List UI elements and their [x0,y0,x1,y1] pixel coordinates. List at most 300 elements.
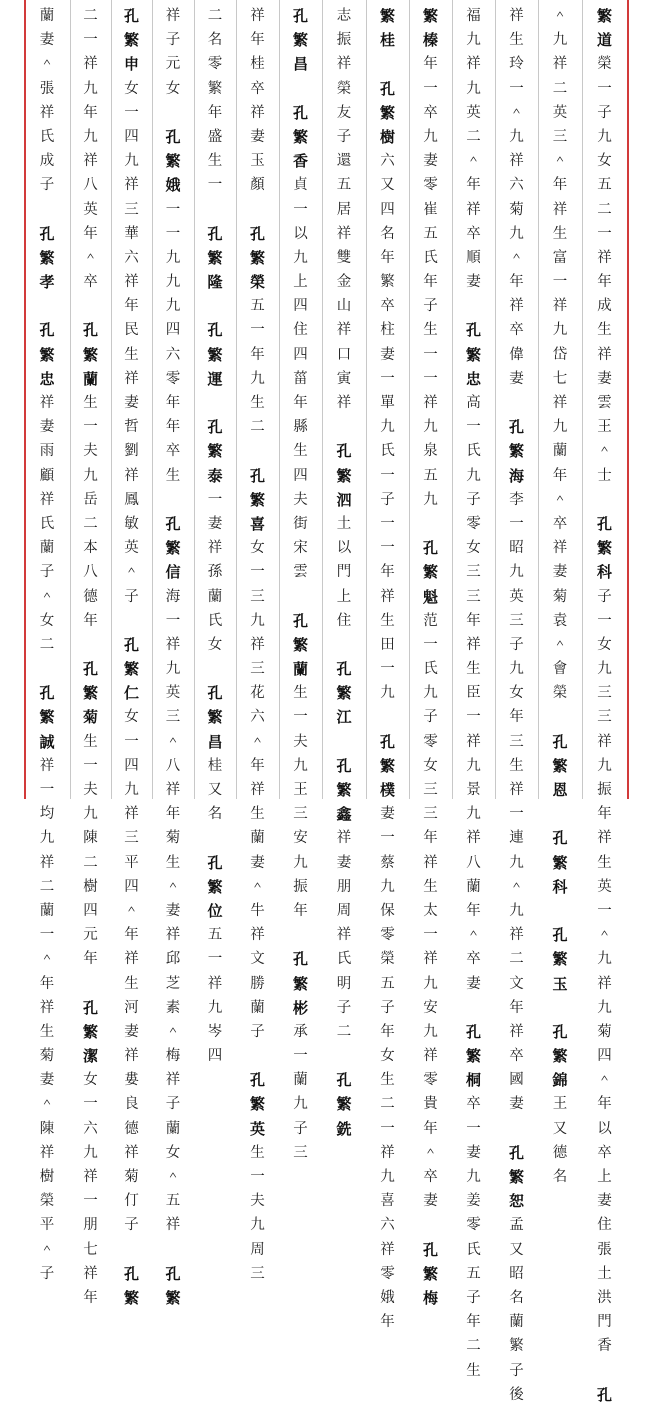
glyph: 年 [466,177,481,194]
glyph: 祥 [207,540,223,557]
glyph: 孔 [336,756,352,775]
glyph: 零 [165,370,181,387]
glyph: 祥 [165,8,181,24]
glyph: 生 [423,322,438,339]
glyph: 子 [597,104,612,121]
glyph: 彬 [292,998,308,1017]
glyph: 九 [509,902,524,919]
glyph: 繁 [207,442,223,461]
glyph: 子 [39,177,55,194]
record-column [236,4,279,1286]
glyph: 二 [39,878,55,895]
glyph: 生 [380,1072,395,1089]
glyph-gap [462,294,486,318]
glyph: 女 [380,1048,395,1065]
glyph-gap [203,391,227,415]
glyph: 恩 [552,781,568,799]
glyph: ＾ [165,733,181,750]
glyph: 一 [250,1169,265,1185]
glyph: 祥 [509,1023,524,1040]
glyph: 年 [423,830,438,847]
glyph: 安 [293,830,308,847]
glyph: 祥 [597,346,612,363]
glyph: 妻 [509,370,524,387]
glyph: 零 [466,1217,481,1234]
glyph: 生 [250,395,265,411]
glyph: 玉 [552,974,568,993]
glyph: 妻 [250,128,265,145]
glyph: 一 [423,346,438,363]
glyph: 崔 [423,201,438,218]
glyph: 二 [336,1023,352,1040]
glyph: 繁 [39,345,55,364]
glyph: 一 [466,419,481,436]
glyph: ＾ [39,1096,55,1113]
glyph-gap [289,923,313,947]
glyph: 九 [165,661,181,678]
glyph: 孔 [123,1264,139,1283]
glyph: 孔 [82,998,98,1017]
glyph: 祥 [165,636,181,653]
glyph: 年 [380,564,395,581]
glyph: 孝 [39,273,55,292]
glyph: ＾ [39,588,55,605]
glyph: 昭 [509,540,524,557]
glyph: 年 [207,104,223,121]
glyph: 住 [293,322,308,339]
glyph: 隆 [207,273,223,292]
glyph: 年 [83,104,98,121]
glyph: 祥 [39,491,55,508]
glyph: 邱 [165,951,181,968]
glyph: 卒 [597,1144,612,1161]
glyph: 零 [207,56,223,73]
glyph: 祥 [336,830,352,847]
glyph: 海 [165,588,181,605]
glyph: 繁 [596,539,612,558]
glyph: 柱 [380,322,395,339]
glyph: 菑 [293,370,308,387]
glyph: 又 [380,177,395,194]
glyph: 誠 [39,732,55,751]
glyph: 上 [597,1169,612,1185]
glyph: 年 [423,56,438,73]
glyph: 三 [552,128,568,145]
glyph: 繁 [552,950,568,969]
glyph: 九 [466,757,481,774]
glyph: 二 [466,1338,481,1355]
glyph: 女 [124,80,139,97]
glyph: 泗 [336,490,352,509]
glyph-gap [246,439,270,463]
glyph: 明 [336,975,352,992]
glyph: 孔 [422,1240,438,1259]
glyph: 婁 [124,1072,139,1089]
glyph-gap [203,826,227,850]
record-column [152,4,194,1310]
glyph: ＾ [39,56,55,73]
glyph: 孔 [422,539,438,558]
column-text [462,4,486,1383]
glyph: 孔 [465,1022,481,1041]
glyph: 生 [509,32,524,49]
column-text [332,4,356,1141]
glyph: 繁 [165,539,181,558]
glyph: 泰 [207,466,223,485]
glyph: 繁 [123,31,139,50]
glyph: 繁 [249,248,265,267]
glyph: 九 [293,854,308,871]
glyph: 子 [380,491,395,508]
glyph: 三 [597,685,612,702]
glyph: 祥 [250,104,265,121]
glyph: 勝 [250,975,265,992]
glyph: 一 [380,540,395,557]
glyph: 繁 [336,466,352,485]
glyph-gap [332,633,356,657]
glyph: 子 [423,709,438,726]
glyph: 會 [552,661,568,678]
glyph: 夫 [250,1193,265,1210]
glyph: 一 [250,322,265,339]
column-text [120,4,144,1310]
glyph: 九 [423,491,438,508]
glyph: 菊 [82,708,98,727]
glyph: 氏 [423,661,438,678]
glyph: 宋 [293,540,308,557]
glyph: 年 [423,274,438,291]
glyph: 榮 [597,56,612,73]
glyph: 四 [124,878,139,895]
glyph: 四 [83,902,98,919]
glyph: 九 [250,1217,265,1234]
glyph: 卒 [466,951,481,968]
glyph: 一 [39,782,55,798]
glyph: 繁 [207,345,223,364]
glyph: 年 [83,612,98,629]
glyph: 以 [293,225,308,242]
glyph: 祥 [336,225,352,242]
glyph: 六 [83,1120,98,1137]
glyph: 喜 [249,514,265,533]
glyph: 德 [552,1144,568,1161]
glyph: 孔 [39,321,55,340]
glyph: 菊 [39,1048,55,1065]
glyph: 繁 [207,80,223,97]
glyph: 樹 [83,878,98,895]
glyph: ＾ [597,443,612,460]
glyph: 三 [293,806,308,823]
glyph: 高 [466,395,481,411]
glyph: 振 [336,32,352,49]
record-column [111,4,152,1310]
record-column [452,4,495,1383]
glyph: 樸 [379,781,395,799]
glyph: 九 [124,153,139,170]
glyph: 女 [83,1072,98,1089]
glyph: 三 [423,806,438,823]
glyph: 零 [423,1072,438,1089]
glyph: 妻 [124,1023,139,1040]
glyph: 妻 [597,1193,612,1210]
glyph: 妻 [39,32,55,49]
glyph: 妻 [423,153,438,170]
column-text [35,4,59,1286]
glyph: 祥 [597,733,612,750]
glyph: 門 [597,1314,612,1331]
glyph: 榮 [552,685,568,702]
glyph: 繁 [39,248,55,267]
glyph: 妻 [165,902,181,919]
glyph: 均 [39,806,55,823]
glyph: 年 [466,902,481,919]
glyph: 子 [509,636,524,653]
glyph: 生 [83,395,98,411]
glyph: 祥 [83,56,98,73]
glyph: 年 [423,1120,438,1137]
glyph: 位 [207,901,223,920]
glyph: 一 [124,104,139,121]
glyph: 菊 [124,1169,139,1185]
glyph: 名 [207,806,223,823]
glyph-gap [376,52,400,76]
glyph: 臣 [466,685,481,702]
glyph: 桂 [379,31,395,50]
glyph: ＾ [250,878,265,895]
glyph: 二 [509,951,524,968]
glyph: 五 [423,467,438,484]
glyph: 六 [165,346,181,363]
glyph: 祥 [466,830,481,847]
glyph: 劉 [124,443,139,460]
glyph: 蘭 [39,902,55,919]
glyph: 九 [83,467,98,484]
glyph: 以 [336,540,352,557]
column-text [376,4,400,1334]
glyph: 繁 [379,756,395,775]
glyph: 祥 [83,1265,98,1282]
glyph: 卒 [423,104,438,121]
glyph: 年 [83,1289,98,1306]
glyph: 孔 [249,1071,265,1090]
glyph: 繁 [552,1047,568,1066]
glyph: ＾ [466,153,481,170]
glyph: 榮 [336,80,352,97]
glyph: 生 [207,153,223,170]
glyph: 女 [207,636,223,653]
glyph-gap [593,1359,617,1383]
glyph: 仁 [123,684,139,703]
glyph: 子 [124,588,139,605]
glyph: 敏 [124,515,139,532]
glyph-gap [161,101,185,125]
glyph: 八 [83,564,98,581]
glyph: 九 [423,419,438,436]
glyph: 九 [597,661,612,678]
glyph: 氏 [380,443,395,460]
glyph: 一 [380,467,395,484]
glyph: 九 [597,128,612,145]
glyph: 八 [83,177,98,194]
glyph: ＾ [423,1144,438,1161]
glyph: 九 [207,999,223,1016]
glyph: 繁 [552,756,568,775]
glyph: 繁 [207,877,223,896]
glyph: 蘭 [293,1072,308,1089]
glyph: 年 [509,274,524,291]
glyph: 梅 [165,1048,181,1065]
glyph: 孔 [39,684,55,703]
glyph: 英 [165,685,181,702]
glyph: 年 [250,757,265,774]
glyph: 一 [380,1120,395,1137]
glyph: 岱 [552,346,568,363]
glyph: 德 [124,1120,139,1137]
glyph: 九 [83,1144,98,1161]
glyph: 菊 [165,830,181,847]
glyph: 香 [597,1338,612,1355]
glyph: 繁 [249,1095,265,1114]
glyph: 祥 [124,467,139,484]
glyph-gap [35,657,59,681]
glyph: 陳 [39,1120,55,1137]
glyph: 五 [336,177,352,194]
glyph: 子 [165,32,181,49]
glyph: 生 [597,322,612,339]
glyph: 六 [509,177,524,194]
glyph-gap [289,585,313,609]
glyph: 忠 [39,369,55,388]
glyph: 三 [250,588,265,605]
column-text [548,4,572,1189]
glyph: 朋 [83,1217,98,1234]
glyph: 祥 [250,8,265,24]
glyph: 孔 [508,418,524,437]
glyph: 潔 [82,1047,98,1066]
glyph: 三 [509,733,524,750]
glyph: 志 [336,8,352,24]
glyph: 英 [597,878,612,895]
record-column [70,4,111,1310]
glyph: 女 [597,636,612,653]
glyph: 繁 [596,7,612,25]
glyph: 妻 [380,346,395,363]
glyph: 孔 [379,732,395,751]
glyph: 卒 [509,322,524,339]
glyph: 年 [597,806,612,823]
glyph: 六 [250,709,265,726]
glyph: 四 [293,298,308,315]
glyph: 口 [336,346,352,363]
glyph: 九 [597,999,612,1016]
glyph-gap [120,1238,144,1262]
glyph: 孔 [336,1071,352,1090]
glyph: 九 [466,467,481,484]
glyph: 孔 [292,103,308,122]
glyph: 道 [596,31,612,50]
glyph: 卒 [509,1048,524,1065]
glyph: 貴 [423,1096,438,1113]
glyph: 平 [39,1217,55,1234]
glyph: 祥 [207,975,223,992]
glyph: 八 [165,757,181,774]
glyph: 又 [552,1120,568,1137]
glyph: ＾ [124,902,139,919]
glyph: 祥 [124,370,139,387]
glyph: 繁 [336,781,352,799]
glyph: 三 [124,201,139,218]
glyph: 孔 [552,829,568,848]
glyph: 妻 [423,1193,438,1210]
glyph: 繁 [123,1288,139,1307]
glyph: 氏 [466,1241,481,1258]
glyph: 孔 [465,321,481,340]
glyph: 生 [39,1023,55,1040]
record-column [24,4,70,1286]
glyph: 零 [380,927,395,944]
glyph: 祥 [165,1217,181,1234]
glyph: 祥 [466,201,481,218]
glyph: 一 [293,709,308,726]
glyph-gap [505,1117,529,1141]
glyph: 蘭 [165,1120,181,1137]
glyph: 女 [39,612,55,629]
glyph: 九 [380,878,395,895]
glyph: 成 [39,153,55,170]
glyph: 孔 [596,514,612,533]
column-text [593,4,617,1407]
glyph: 蘭 [552,443,568,460]
glyph: 一 [207,177,223,194]
glyph-gap [548,802,572,826]
glyph: 田 [380,636,395,653]
glyph: 九 [293,249,308,266]
glyph: 繁 [292,635,308,654]
glyph: 平 [124,854,139,871]
glyph: 祥 [509,8,524,24]
glyph-gap [332,415,356,439]
glyph: 年 [597,1096,612,1113]
glyph: 五 [380,975,395,992]
glyph: 一 [293,201,308,218]
glyph: 孔 [123,7,139,25]
glyph: 夫 [293,491,308,508]
glyph: 忠 [465,369,481,388]
glyph: 生 [250,1144,265,1161]
glyph: 科 [552,877,568,896]
glyph: 英 [124,540,139,557]
glyph: 英 [552,104,568,121]
glyph: 子 [39,564,55,581]
glyph: 孔 [207,224,223,243]
record-column [279,4,322,1165]
glyph: 科 [596,563,612,582]
glyph: 祥 [423,854,438,871]
glyph: 三 [124,830,139,847]
column-text [79,4,103,1310]
glyph: 岳 [83,491,98,508]
glyph: 繁 [207,708,223,727]
glyph: 祥 [597,830,612,847]
glyph: 一 [509,806,524,823]
glyph: 子 [597,588,612,605]
glyph: 三 [250,1265,265,1282]
glyph: ＾ [39,1241,55,1258]
glyph: 九 [165,298,181,315]
glyph: 士 [597,467,612,484]
glyph: 二 [597,201,612,218]
glyph: 子 [509,1362,524,1379]
